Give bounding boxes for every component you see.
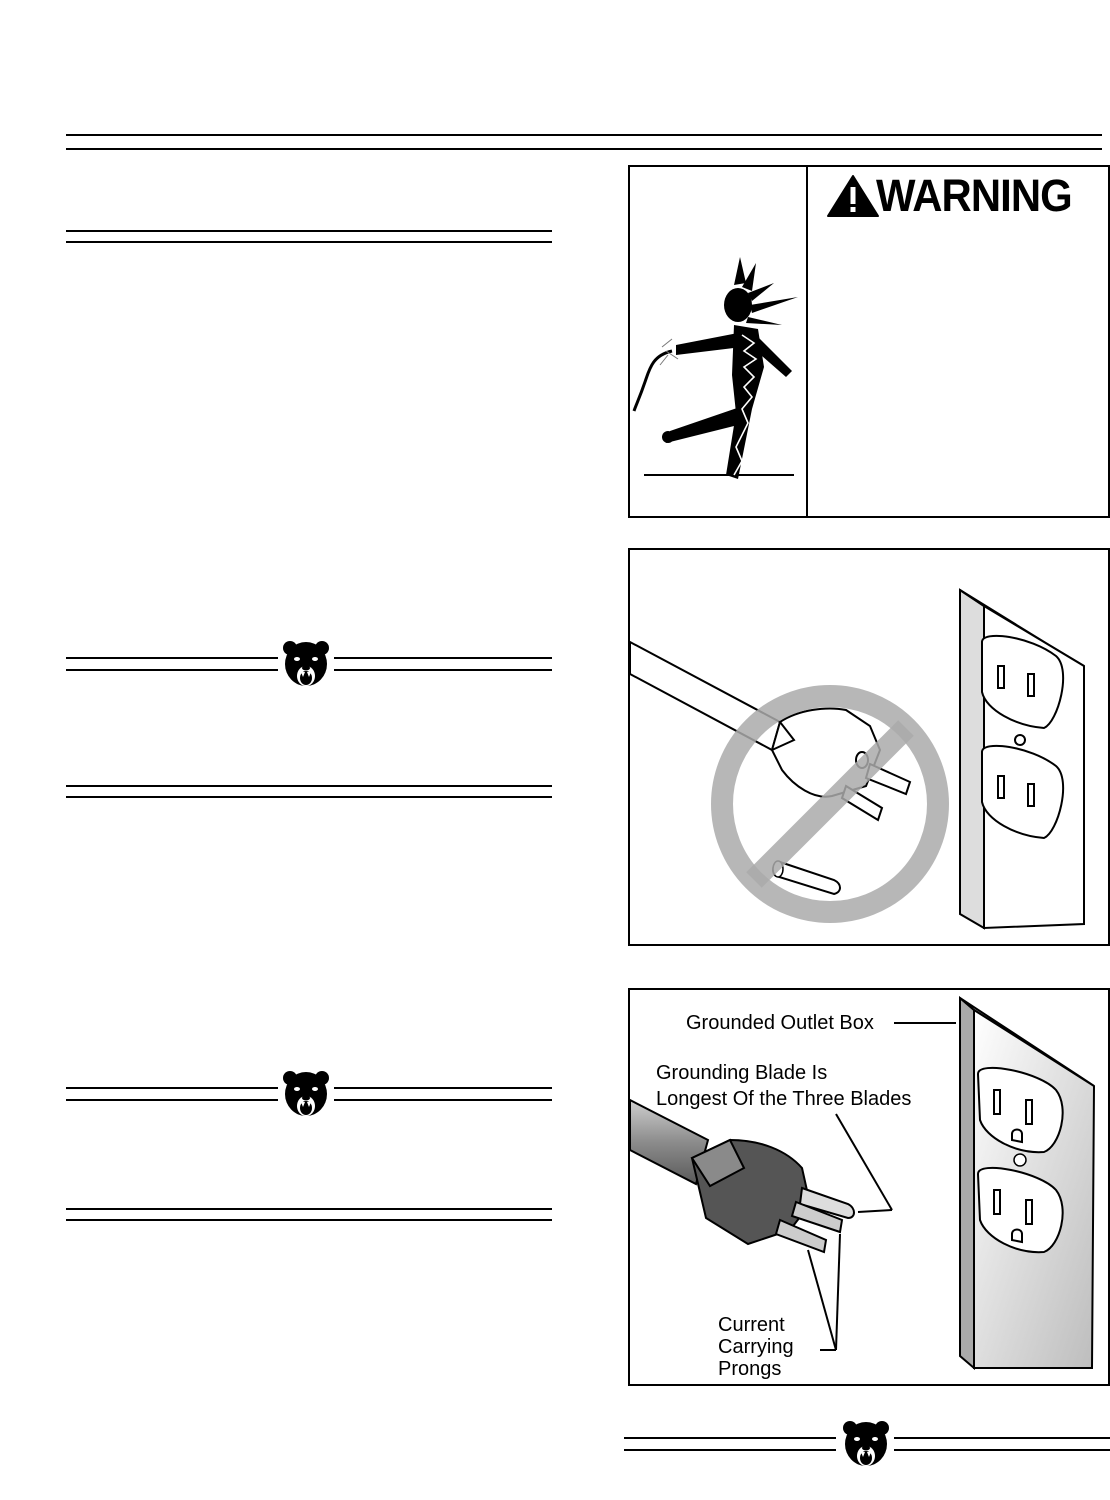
figure-grounded-plug bbox=[628, 988, 1110, 1386]
figure-ungrounded-plug bbox=[628, 548, 1110, 946]
callout-prongs-line3: Prongs bbox=[718, 1358, 782, 1380]
section-rule-2b bbox=[66, 796, 552, 798]
callout-grounding-blade-line1: Grounding Blade Is bbox=[656, 1062, 828, 1084]
header-rule-bottom bbox=[66, 148, 1102, 150]
section-rule-3b bbox=[66, 1219, 552, 1221]
warning-label: WARNING bbox=[876, 170, 1072, 221]
callout-outlet-box: Grounded Outlet Box bbox=[686, 1012, 874, 1034]
bear-logo-icon bbox=[280, 1068, 332, 1122]
warning-triangle-icon bbox=[826, 174, 880, 218]
warning-box bbox=[628, 165, 1110, 518]
callout-prongs-line1: Current bbox=[718, 1314, 785, 1336]
section-rule-2a bbox=[66, 785, 552, 787]
section-rule-1a bbox=[66, 230, 552, 232]
bear-logo-icon bbox=[280, 638, 332, 692]
bear-divider-2 bbox=[66, 1068, 552, 1124]
header-rule-top bbox=[66, 134, 1102, 136]
callout-grounding-blade-line2: Longest Of the Three Blades bbox=[656, 1088, 912, 1110]
bear-divider-1 bbox=[66, 638, 552, 694]
warning-heading bbox=[826, 170, 1087, 221]
section-rule-3a bbox=[66, 1208, 552, 1210]
section-rule-1b bbox=[66, 241, 552, 243]
bear-divider-3 bbox=[624, 1418, 1110, 1474]
callout-prongs-line2: Carrying bbox=[718, 1336, 794, 1358]
electric-shock-icon bbox=[632, 247, 804, 487]
bear-logo-icon bbox=[840, 1418, 892, 1472]
